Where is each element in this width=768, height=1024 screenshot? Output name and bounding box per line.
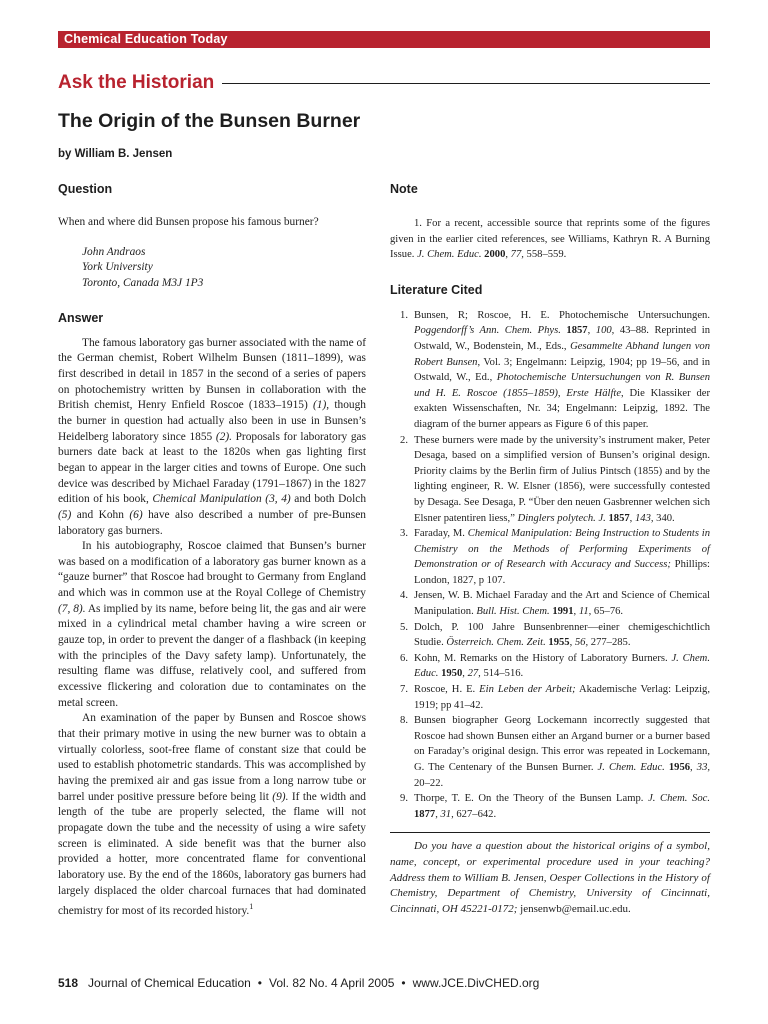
page-number: 518	[58, 976, 79, 990]
text-run: As implied by its name, before being lit, the gas and air were mixed in a cylindrical metal chamber having a wire screen or gauze top, in order to prevent the danger of a flashback (in keeping with the principles of the Davy safety lamp). Unfortunately, the resulting flame was diffuse, relatively cool, and suffered from excessive flickering and coloration due to contaminates on the metal screen.	[58, 602, 366, 709]
reference-item	[390, 433, 710, 527]
text-run: These burners were made by the university’s instrument maker, Peter Desaga, based on a simplified version of Bunsen’s original design. Priority claims by the Berlin firm of Julius Pintsch (1855) and by the lighting engineer, R. W. Elsner (1856), were successfully contested by Desaga. See Desaga, P. “Über den neuen Gasbrenner welchen sich Elsner patentiren liess,”	[414, 434, 710, 524]
reference-number: 3.	[400, 528, 408, 540]
text-run: If the width and length of the tube are properly selected, the flame will not propagate down the tube and the necessity of using a wire safety screen is eliminated. A side benefit was that the burner also provided a hotter, more concentrated flame for conventional laboratory use. By the end of the 1860s, laboratory gas burners had largely displaced the older charcoal furnaces that had dominated chemistry for most of its recorded history.	[58, 790, 366, 918]
journal-name: Bull. Hist. Chem.	[476, 606, 550, 618]
text-run: 627–642.	[453, 808, 497, 820]
journal-url-link[interactable]: www.JCE.DivCHED.org	[412, 976, 540, 990]
text-run: ,	[462, 668, 468, 680]
note-text	[390, 216, 710, 263]
answer-paragraph-1	[58, 336, 366, 540]
right-column	[390, 182, 710, 917]
book-title: Ein Leben der Arbeit;	[479, 684, 576, 696]
text-run: Jensen, W. B. Michael Faraday and the Art and Science of Chemical Manipulation.	[414, 590, 710, 618]
text-run: , though the burner in question had actually also been in use in Bunsen’s Heidelberg laboratory since 1855	[58, 399, 366, 443]
year: 1857	[566, 325, 588, 337]
reference-item	[390, 526, 710, 588]
book-title-citation: Chemical Manipulation (3, 4)	[152, 493, 291, 506]
journal-name: Dinglers polytech. J.	[517, 512, 606, 524]
question-text: When and where did Bunsen propose his famous burner?	[58, 216, 319, 228]
text-run: ,	[505, 249, 511, 261]
text-run: Roscoe, H. E.	[414, 684, 480, 696]
text-run: Proposals for laboratory gas burners date back at least to the 1820s when gas lighting first began to appear in the larger cities and towns of Europe. One such device was described by Michael Faraday (1791–1867) in the 1827 edition of his book,	[58, 430, 367, 506]
journal-section-banner: Chemical Education Today	[58, 31, 710, 48]
footnote-marker: 1	[249, 902, 254, 912]
book-title: Photochemische Untersuchungen von R. Bunsen und H. E. Roscoe (1855–1859), Erste Hälfte	[414, 372, 710, 399]
literature-heading: Literature Cited	[390, 282, 483, 297]
reference-item	[390, 308, 710, 433]
year: 1956	[668, 762, 691, 773]
year: 1950	[441, 668, 463, 680]
journal-name: J. Chem. Educ.	[414, 652, 710, 680]
text-run: 277–285.	[588, 637, 631, 649]
callout-text	[390, 839, 710, 917]
text-run: 20–22.	[414, 777, 444, 789]
book-title: Chemical Manipulation: Being Instruction to Students in Chemistry on the Methods of Performing Experiments of Demonstration or of Research with Accuracy and Success;	[414, 528, 710, 571]
questioner-name: John Andraos	[82, 245, 146, 258]
reference-item	[390, 713, 710, 791]
journal-name: Poggendorff’s Ann. Chem. Phys.	[414, 325, 561, 337]
volume: 27,	[467, 668, 481, 680]
volume: 33,	[696, 762, 711, 773]
journal-name: Journal of Chemical Education	[88, 976, 251, 990]
reference-number: 8.	[400, 715, 408, 727]
volume: 11,	[578, 606, 592, 618]
separator-bullet: •	[257, 976, 262, 990]
volume: 100,	[595, 325, 615, 337]
reference-item	[390, 682, 710, 713]
text-run: 1. For a recent, accessible source that reprints some of the figures given in the earlier cited references, see Williams, Kathryn R. A Burning Issue.	[390, 218, 710, 261]
citation: (7, 8).	[58, 602, 86, 615]
reference-item	[390, 588, 710, 619]
text-run: 558–559.	[523, 249, 567, 261]
book-title: Gesammelte Abhand lungen von Robert Bunsen	[414, 340, 710, 368]
year: 1857	[608, 512, 630, 524]
citation: (2).	[215, 430, 232, 443]
journal-name: J. Chem. Soc.	[648, 793, 710, 805]
text-run: Thorpe, T. E. On the Theory of the Bunsen Lamp.	[414, 793, 649, 805]
contact-email[interactable]: jensenwb@email.uc.edu.	[520, 902, 631, 915]
page-footer	[58, 976, 710, 990]
volume: 77,	[510, 249, 524, 261]
separator-bullet: •	[401, 976, 406, 990]
callout-invitation: Do you have a question about the historical origins of a symbol, name, concept, or experimental procedure used in your teaching? Address them to William B. Jensen, Oesper Collections in the History of Chemistry, Department of Chemistry, University of Cincinnati, Cincinnati, OH 45221-0172;	[390, 840, 710, 915]
year: 1955	[548, 637, 570, 649]
citation: (6)	[129, 508, 143, 521]
text-run: , Die Klassiker der exakten Wissenschaften, Nr. 34; Engelmann: Leipzig, 1892. The diagram of the burner appears as Figure 6 of this paper.	[414, 387, 710, 430]
text-run: Faraday, M.	[414, 528, 468, 540]
column-heading	[58, 70, 710, 96]
text-run: 65–76.	[591, 606, 624, 618]
text-run: Bunsen, R; Roscoe, H. E. Photochemische Untersuchungen.	[414, 309, 710, 321]
journal-name: J. Chem. Educ.	[417, 249, 482, 261]
text-run: 43–88. Reprinted in Ostwald, W., Bodenstein, M., Eds.,	[414, 325, 711, 352]
volume: 143,	[634, 512, 654, 524]
text-run: ,	[573, 606, 579, 618]
answer-paragraph-2	[58, 539, 366, 711]
reference-item	[390, 651, 710, 682]
text-run: , Vol. 3; Engelmann: Leipzig, 1904; pp 19–56, and in Ostwald, W., Ed.,	[414, 356, 711, 384]
column-title: Ask the Historian	[58, 72, 215, 93]
callout-box	[390, 839, 710, 917]
text-run: Akademische Verlag: Leipzig, 1919; pp 41–42.	[414, 684, 711, 711]
text-run: Kohn, M. Remarks on the History of Laboratory Burners.	[414, 652, 672, 664]
callout-divider	[390, 832, 710, 833]
left-column	[58, 182, 366, 920]
reference-list	[390, 308, 710, 823]
question-heading: Question	[58, 182, 113, 196]
reference-number: 1.	[400, 309, 408, 321]
reference-number: 7.	[400, 684, 408, 696]
year: 2000	[484, 249, 506, 261]
note-heading: Note	[390, 182, 418, 196]
text-run: Bunsen biographer Georg Lockemann incorrectly suggested that Roscoe had shown Bunsen either an Argand burner or a burner based on Faraday’s original design. This error was repeated in Lockemann, G. The Centenary of the Bunsen Burner.	[414, 715, 710, 773]
reference-number: 9.	[400, 793, 408, 805]
questioner-org: York University	[82, 261, 153, 274]
heading-rule	[222, 83, 710, 84]
citation: (1)	[312, 399, 327, 412]
reference-item	[390, 791, 710, 822]
volume: 31,	[440, 808, 454, 820]
text-run: Dolch, P. 100 Jahre Bunsenbrenner—einer chemigeschichtlich Studie.	[414, 621, 710, 649]
questioner-place: Toronto, Canada M3J 1P3	[82, 276, 204, 289]
journal-name: Österreich. Chem. Zeit.	[446, 637, 546, 649]
text-run: ,	[629, 512, 635, 524]
year: 1877	[414, 808, 436, 820]
text-run: ,	[435, 808, 441, 820]
text-run: and both Dolch	[290, 493, 367, 506]
text-run: 340.	[653, 512, 675, 524]
year: 1991	[552, 606, 574, 618]
volume: 56,	[574, 637, 589, 649]
questioner-affiliation	[82, 245, 366, 292]
text-run: ,	[587, 325, 596, 337]
issue-info: Vol. 82 No. 4 April 2005	[269, 976, 395, 990]
text-run: 514–516.	[480, 668, 524, 680]
reference-number: 4.	[400, 590, 408, 602]
text-run: In his autobiography, Roscoe claimed that Bunsen’s burner was based on a modification of a laboratory gas burner known as a “gauze burner” that Roscoe had brought to Germany from England and which was in common use at the Royal College of Chemistry	[58, 540, 366, 600]
text-run: The famous laboratory gas burner associated with the name of the German chemist, Robert Wilhelm Bunsen (1811–1899), was first described in detail in 1857 in the second of a series of papers on photochemistry written by Bunsen in collaboration with the British chemist, Henry Enfield Roscoe (1833–1915)	[58, 336, 366, 412]
reference-item	[390, 620, 710, 651]
reference-number: 6.	[400, 652, 408, 664]
reference-number: 2.	[400, 434, 408, 446]
text-run: An examination of the paper by Bunsen and Roscoe shows that their primary motive in using the new burner was to obtain a virtually colorless, soot-free flame of constant size that could be used to establish photometric standards. This was accomplished by having the premixed air and gas issue from a long narrow tube or barrel under positive pressure before being lit	[58, 712, 366, 803]
article-title: The Origin of the Bunsen Burner	[58, 110, 361, 132]
text-run: and Kohn	[71, 508, 130, 521]
citation: (9).	[272, 790, 289, 803]
answer-paragraph-3	[58, 711, 366, 919]
text-run: have also described a number of pre-Bunsen laboratory gas burners.	[58, 508, 366, 537]
text-run: Phillips: London, 1827, p 107.	[414, 559, 710, 586]
text-run: ,	[569, 637, 575, 649]
byline: by William B. Jensen	[58, 148, 173, 160]
citation: (5)	[58, 508, 72, 521]
text-run: ,	[690, 762, 697, 773]
reference-number: 5.	[400, 621, 408, 633]
journal-name: J. Chem. Educ.	[597, 762, 665, 773]
answer-heading: Answer	[58, 310, 104, 325]
